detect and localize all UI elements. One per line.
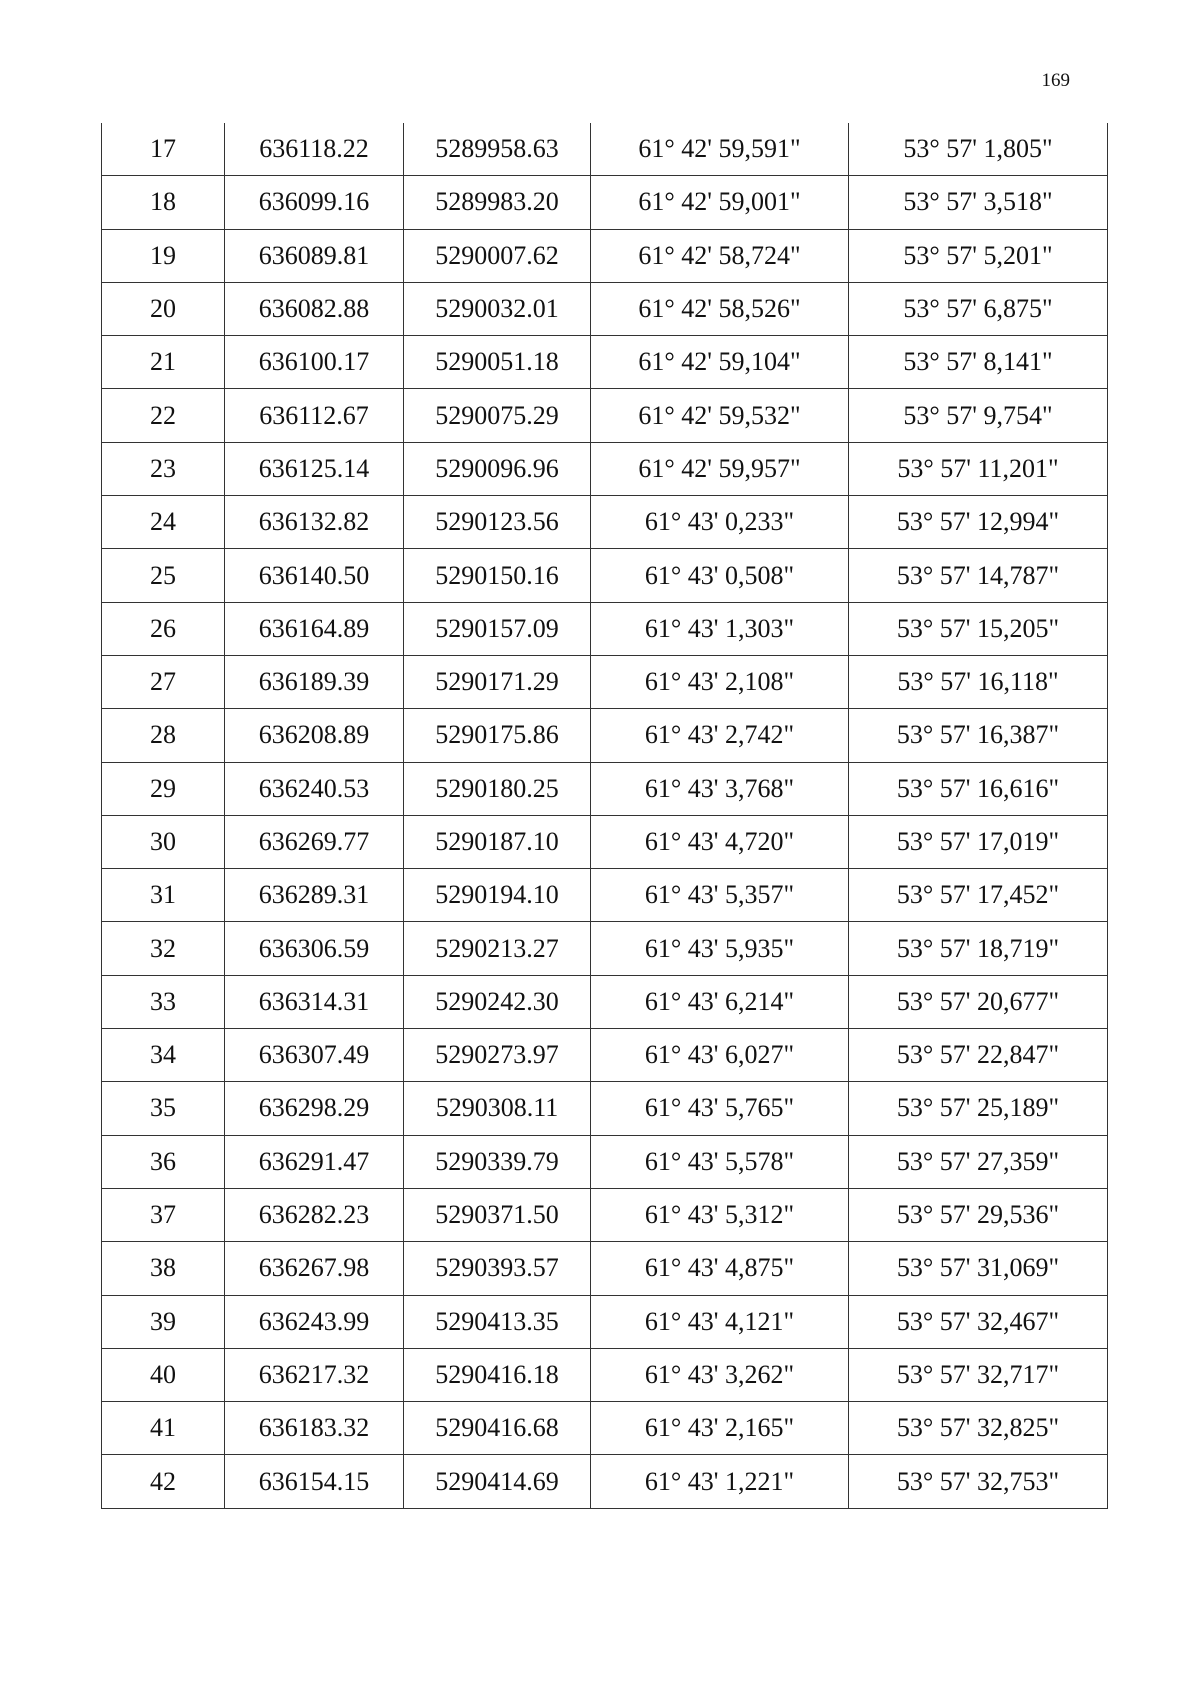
x-coordinate-cell: 636164.89 [225,602,404,655]
point-number-cell: 17 [102,123,225,176]
y-coordinate-cell: 5290413.35 [404,1295,591,1348]
point-number-cell: 35 [102,1082,225,1135]
point-number-cell: 23 [102,442,225,495]
table-row [102,922,1108,975]
longitude-cell: 61° 43' 3,768" [591,762,849,815]
latitude-cell: 53° 57' 15,205" [849,602,1108,655]
latitude-cell: 53° 57' 32,467" [849,1295,1108,1348]
x-coordinate-cell: 636298.29 [225,1082,404,1135]
x-coordinate-cell: 636314.31 [225,975,404,1028]
latitude-cell: 53° 57' 14,787" [849,549,1108,602]
latitude-cell: 53° 57' 5,201" [849,229,1108,282]
table-row [102,975,1108,1028]
longitude-cell: 61° 43' 6,214" [591,975,849,1028]
latitude-cell: 53° 57' 8,141" [849,336,1108,389]
point-number-cell: 28 [102,709,225,762]
table-row [102,549,1108,602]
longitude-cell: 61° 43' 4,720" [591,815,849,868]
latitude-cell: 53° 57' 29,536" [849,1188,1108,1241]
table-row [102,1135,1108,1188]
latitude-cell: 53° 57' 32,717" [849,1348,1108,1401]
y-coordinate-cell: 5290416.18 [404,1348,591,1401]
coordinates-table-body [102,123,1108,1508]
latitude-cell: 53° 57' 9,754" [849,389,1108,442]
point-number-cell: 20 [102,282,225,335]
point-number-cell: 21 [102,336,225,389]
latitude-cell: 53° 57' 20,677" [849,975,1108,1028]
table-row [102,709,1108,762]
y-coordinate-cell: 5290194.10 [404,869,591,922]
longitude-cell: 61° 43' 2,108" [591,655,849,708]
x-coordinate-cell: 636082.88 [225,282,404,335]
x-coordinate-cell: 636089.81 [225,229,404,282]
point-number-cell: 38 [102,1242,225,1295]
longitude-cell: 61° 42' 58,526" [591,282,849,335]
longitude-cell: 61° 43' 0,233" [591,496,849,549]
longitude-cell: 61° 43' 4,875" [591,1242,849,1295]
y-coordinate-cell: 5290075.29 [404,389,591,442]
longitude-cell: 61° 43' 0,508" [591,549,849,602]
y-coordinate-cell: 5290180.25 [404,762,591,815]
point-number-cell: 27 [102,655,225,708]
latitude-cell: 53° 57' 17,019" [849,815,1108,868]
table-row [102,602,1108,655]
table-row [102,123,1108,176]
x-coordinate-cell: 636208.89 [225,709,404,762]
longitude-cell: 61° 42' 59,001" [591,176,849,229]
longitude-cell: 61° 42' 59,957" [591,442,849,495]
x-coordinate-cell: 636154.15 [225,1455,404,1508]
latitude-cell: 53° 57' 16,616" [849,762,1108,815]
x-coordinate-cell: 636140.50 [225,549,404,602]
longitude-cell: 61° 43' 5,935" [591,922,849,975]
latitude-cell: 53° 57' 18,719" [849,922,1108,975]
latitude-cell: 53° 57' 32,825" [849,1402,1108,1455]
y-coordinate-cell: 5290393.57 [404,1242,591,1295]
y-coordinate-cell: 5290051.18 [404,336,591,389]
latitude-cell: 53° 57' 22,847" [849,1029,1108,1082]
latitude-cell: 53° 57' 16,387" [849,709,1108,762]
y-coordinate-cell: 5290123.56 [404,496,591,549]
table-row [102,1348,1108,1401]
y-coordinate-cell: 5290414.69 [404,1455,591,1508]
longitude-cell: 61° 42' 59,591" [591,123,849,176]
point-number-cell: 29 [102,762,225,815]
x-coordinate-cell: 636269.77 [225,815,404,868]
point-number-cell: 41 [102,1402,225,1455]
point-number-cell: 26 [102,602,225,655]
x-coordinate-cell: 636100.17 [225,336,404,389]
longitude-cell: 61° 43' 6,027" [591,1029,849,1082]
x-coordinate-cell: 636267.98 [225,1242,404,1295]
table-row [102,229,1108,282]
point-number-cell: 40 [102,1348,225,1401]
table-row [102,496,1108,549]
x-coordinate-cell: 636183.32 [225,1402,404,1455]
latitude-cell: 53° 57' 12,994" [849,496,1108,549]
x-coordinate-cell: 636282.23 [225,1188,404,1241]
latitude-cell: 53° 57' 27,359" [849,1135,1108,1188]
table-row [102,336,1108,389]
table-row [102,815,1108,868]
point-number-cell: 22 [102,389,225,442]
y-coordinate-cell: 5290171.29 [404,655,591,708]
y-coordinate-cell: 5290416.68 [404,1402,591,1455]
x-coordinate-cell: 636132.82 [225,496,404,549]
point-number-cell: 36 [102,1135,225,1188]
x-coordinate-cell: 636306.59 [225,922,404,975]
longitude-cell: 61° 43' 5,357" [591,869,849,922]
y-coordinate-cell: 5290187.10 [404,815,591,868]
point-number-cell: 25 [102,549,225,602]
table-row [102,282,1108,335]
latitude-cell: 53° 57' 25,189" [849,1082,1108,1135]
table-row [102,655,1108,708]
table-row [102,1029,1108,1082]
coordinates-table [101,123,1108,1509]
table-row [102,1242,1108,1295]
table-row [102,1188,1108,1241]
point-number-cell: 34 [102,1029,225,1082]
longitude-cell: 61° 43' 2,165" [591,1402,849,1455]
y-coordinate-cell: 5289958.63 [404,123,591,176]
x-coordinate-cell: 636240.53 [225,762,404,815]
y-coordinate-cell: 5290242.30 [404,975,591,1028]
y-coordinate-cell: 5290150.16 [404,549,591,602]
y-coordinate-cell: 5290339.79 [404,1135,591,1188]
point-number-cell: 37 [102,1188,225,1241]
table-row [102,869,1108,922]
longitude-cell: 61° 43' 1,303" [591,602,849,655]
x-coordinate-cell: 636217.32 [225,1348,404,1401]
latitude-cell: 53° 57' 1,805" [849,123,1108,176]
x-coordinate-cell: 636125.14 [225,442,404,495]
y-coordinate-cell: 5290213.27 [404,922,591,975]
point-number-cell: 39 [102,1295,225,1348]
x-coordinate-cell: 636189.39 [225,655,404,708]
latitude-cell: 53° 57' 31,069" [849,1242,1108,1295]
latitude-cell: 53° 57' 16,118" [849,655,1108,708]
y-coordinate-cell: 5290308.11 [404,1082,591,1135]
table-row [102,1455,1108,1508]
page-number: 169 [1041,70,1070,91]
x-coordinate-cell: 636243.99 [225,1295,404,1348]
y-coordinate-cell: 5289983.20 [404,176,591,229]
point-number-cell: 19 [102,229,225,282]
longitude-cell: 61° 43' 3,262" [591,1348,849,1401]
latitude-cell: 53° 57' 11,201" [849,442,1108,495]
y-coordinate-cell: 5290007.62 [404,229,591,282]
point-number-cell: 32 [102,922,225,975]
table-row [102,442,1108,495]
y-coordinate-cell: 5290371.50 [404,1188,591,1241]
longitude-cell: 61° 43' 4,121" [591,1295,849,1348]
y-coordinate-cell: 5290157.09 [404,602,591,655]
table-row [102,1402,1108,1455]
longitude-cell: 61° 42' 59,532" [591,389,849,442]
point-number-cell: 42 [102,1455,225,1508]
latitude-cell: 53° 57' 6,875" [849,282,1108,335]
latitude-cell: 53° 57' 32,753" [849,1455,1108,1508]
point-number-cell: 33 [102,975,225,1028]
table-row [102,176,1108,229]
x-coordinate-cell: 636112.67 [225,389,404,442]
longitude-cell: 61° 43' 5,578" [591,1135,849,1188]
point-number-cell: 30 [102,815,225,868]
longitude-cell: 61° 43' 5,765" [591,1082,849,1135]
x-coordinate-cell: 636099.16 [225,176,404,229]
x-coordinate-cell: 636118.22 [225,123,404,176]
table-row [102,389,1108,442]
longitude-cell: 61° 43' 1,221" [591,1455,849,1508]
latitude-cell: 53° 57' 17,452" [849,869,1108,922]
y-coordinate-cell: 5290175.86 [404,709,591,762]
longitude-cell: 61° 42' 59,104" [591,336,849,389]
x-coordinate-cell: 636307.49 [225,1029,404,1082]
longitude-cell: 61° 43' 5,312" [591,1188,849,1241]
x-coordinate-cell: 636291.47 [225,1135,404,1188]
y-coordinate-cell: 5290273.97 [404,1029,591,1082]
longitude-cell: 61° 42' 58,724" [591,229,849,282]
table-row [102,1295,1108,1348]
point-number-cell: 31 [102,869,225,922]
table-row [102,762,1108,815]
y-coordinate-cell: 5290032.01 [404,282,591,335]
longitude-cell: 61° 43' 2,742" [591,709,849,762]
point-number-cell: 24 [102,496,225,549]
point-number-cell: 18 [102,176,225,229]
latitude-cell: 53° 57' 3,518" [849,176,1108,229]
x-coordinate-cell: 636289.31 [225,869,404,922]
table-row [102,1082,1108,1135]
y-coordinate-cell: 5290096.96 [404,442,591,495]
